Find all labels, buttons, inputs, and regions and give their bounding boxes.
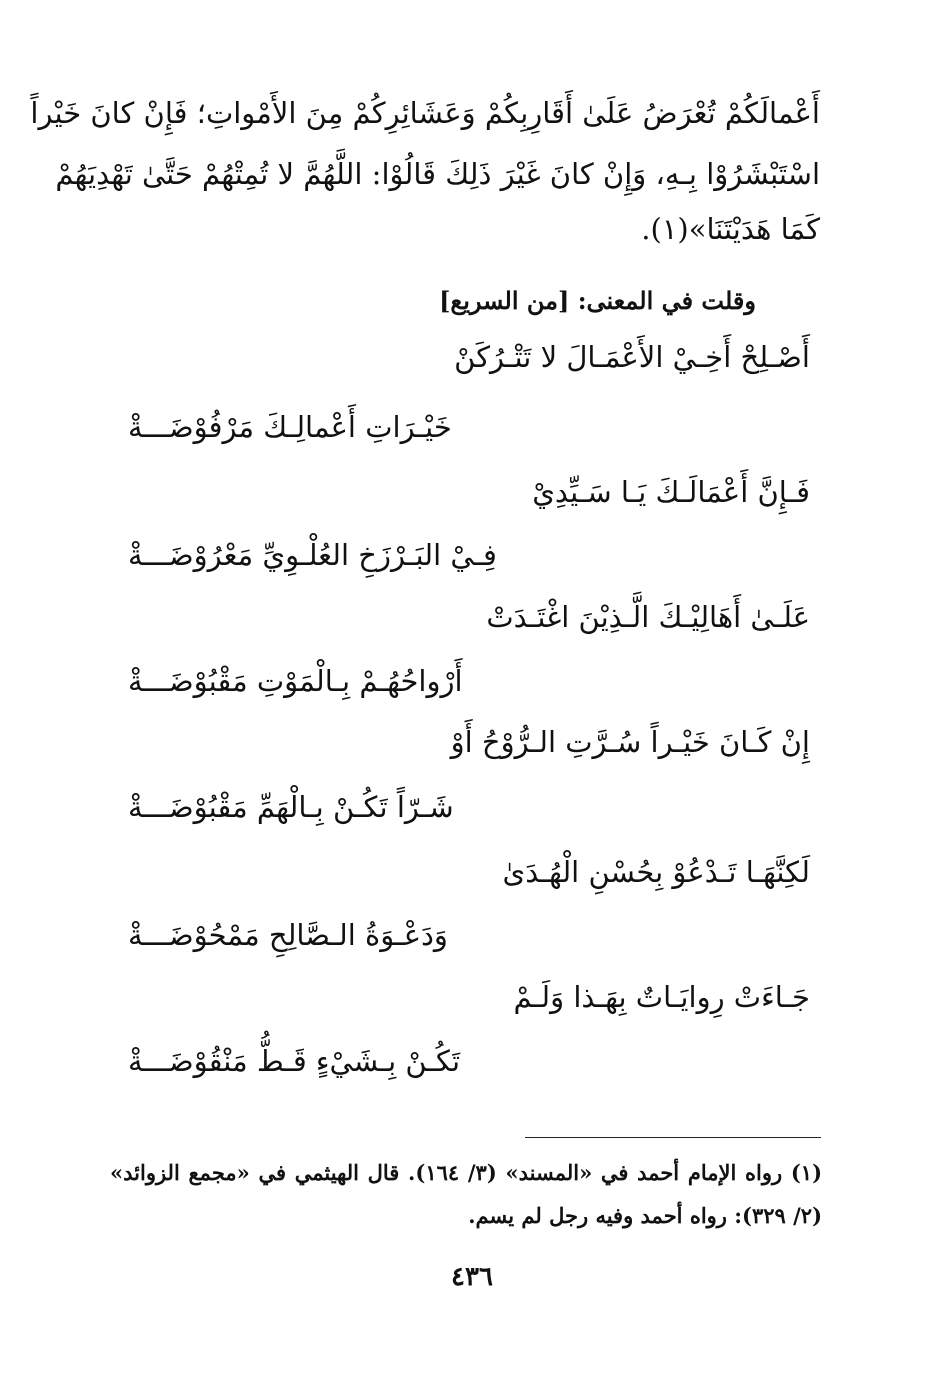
footnote-line-1: (١) رواه الإمام أحمد في «المسند» (٣/ ١٦٤). قال الهيثمي في «مجمع الزوائد» [110,1160,823,1185]
prose-line-3: كَمَا هَدَيْتَنَا»(١). [641,212,820,246]
prose-line-1: أَعْمالَكُمْ تُعْرَضُ عَلَىٰ أَقَارِبِكُمْ وَعَشَائِرِكُمْ مِنَ الأَمْواتِ؛ فَإِنْ كانَ خَيْراً [30,96,820,130]
footnote-divider [525,1137,821,1138]
verse-5: عَلَـىٰ أَهَالِيْـكَ الَّـذِيْنَ اغْتَـدَتْ [486,600,810,634]
verse-7: إِنْ كَـانَ خَيْـراً سُـرَّتِ الـرُّوْحُ أَوْ [450,725,810,759]
verse-6: أَرْواحُهُـمْ بِـالْمَوْتِ مَقْبُوْضَـــةْ [128,664,463,698]
verse-11: جَـاءَتْ رِوايَـاتٌ بِهَـذا وَلَـمْ [513,980,810,1014]
page-number: ٤٣٦ [451,1262,493,1292]
verse-10: وَدَعْـوَةُ الـصَّالِحِ مَمْحُوْضَـــةْ [128,918,448,952]
verse-2: خَيْـرَاتِ أَعْمالِـكَ مَرْفُوْضَـــةْ [128,410,452,444]
poem-intro: وقلت في المعنى: [من السريع] [439,286,756,315]
verse-9: لَكِنَّهَـا تَـدْعُوْ بِحُسْنِ الْهُـدَىٰ [502,855,810,889]
verse-12: تَكُـنْ بِـشَيْءٍ قَـطُّ مَنْقُوْضَـــةْ [128,1044,461,1078]
verse-4: فِـيْ البَـرْزَخِ العُلْـوِيِّ مَعْرُوْضَـــةْ [128,538,497,572]
verse-8: شَـرّاً تَكُـنْ بِـالْهَمِّ مَقْبُوْضَـــةْ [128,790,454,824]
verse-3: فَـإِنَّ أَعْمَالَـكَ يَـا سَـيِّدِيْ [532,475,810,509]
prose-line-2: اسْتَبْشَرُوْا بِـهِ، وَإِنْ كانَ غَيْرَ ذَلِكَ قَالُوْا: اللَّهُمَّ لا تُمِتْهُمْ حَتَّىٰ تَهْدِيَهُمْ [55,157,820,191]
footnote-line-2: (٢/ ٣٢٩): رواه أحمد وفيه رجل لم يسم. [468,1203,822,1228]
verse-1: أَصْـلِحْ أَخِـيْ الأَعْمَـالَ لا تَتْـرُكَنْ [454,340,810,374]
